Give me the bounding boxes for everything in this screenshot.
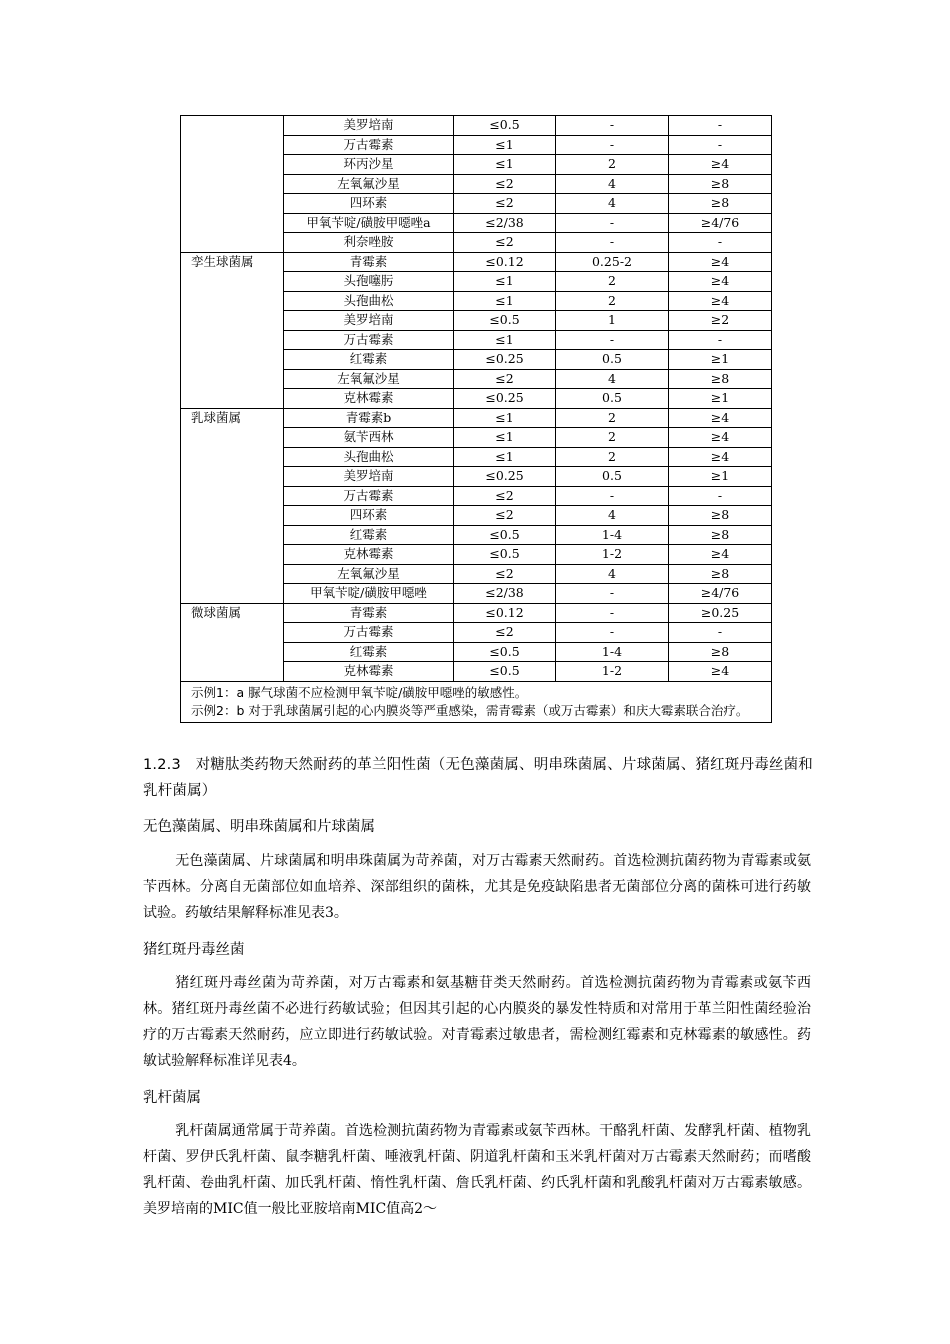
intermediate-cell: - bbox=[556, 584, 669, 604]
resistant-cell: - bbox=[669, 623, 772, 643]
susceptible-cell: ≤0.5 bbox=[454, 525, 556, 545]
susceptible-cell: ≤2 bbox=[454, 506, 556, 526]
drug-cell: 左氧氟沙星 bbox=[284, 174, 454, 194]
resistant-cell: ≥4 bbox=[669, 408, 772, 428]
resistant-cell: ≥4 bbox=[669, 252, 772, 272]
subsection-title-erysipelothrix: 猪红斑丹毒丝菌 bbox=[143, 942, 245, 958]
drug-cell: 红霉素 bbox=[284, 642, 454, 662]
resistant-cell: ≥8 bbox=[669, 525, 772, 545]
susceptible-cell: ≤1 bbox=[454, 291, 556, 311]
intermediate-cell: 1-4 bbox=[556, 642, 669, 662]
table-row bbox=[181, 603, 772, 623]
susceptible-cell: ≤1 bbox=[454, 447, 556, 467]
susceptible-cell: ≤1 bbox=[454, 272, 556, 292]
resistant-cell: ≥2 bbox=[669, 311, 772, 331]
drug-cell: 青霉素 bbox=[284, 252, 454, 272]
drug-cell: 甲氧苄啶/磺胺甲噁唑a bbox=[284, 213, 454, 233]
susceptible-cell: ≤0.5 bbox=[454, 116, 556, 136]
table-note: 示例1：a 脲气球菌不应检测甲氧苄啶/磺胺甲噁唑的敏感性。 bbox=[191, 684, 528, 700]
intermediate-cell: 4 bbox=[556, 564, 669, 584]
drug-cell: 左氧氟沙星 bbox=[284, 369, 454, 389]
resistant-cell: - bbox=[669, 486, 772, 506]
susceptible-cell: ≤0.25 bbox=[454, 389, 556, 409]
table-row bbox=[181, 408, 772, 428]
resistant-cell: ≥8 bbox=[669, 642, 772, 662]
resistant-cell: ≥4 bbox=[669, 447, 772, 467]
paragraph-erysipelothrix: 猪红斑丹毒丝菌为苛养菌，对万古霉素和氨基糖苷类天然耐药。首选检测抗菌药物为青霉素或氨苄西林。猪红斑丹毒丝菌不必进行药敏试验；但因其引起的心内膜炎的暴发性特质和对常用于革兰阳性菌经验治疗的万古霉素天然耐药，应立即进行药敏试验。对青霉素过敏患者，需检测红霉素和克林霉素的敏感性。药敏试验解释标准详见表4。 bbox=[143, 975, 811, 1069]
resistant-cell: ≥4 bbox=[669, 662, 772, 682]
susceptible-cell: ≤2 bbox=[454, 194, 556, 214]
drug-cell: 利奈唑胺 bbox=[284, 233, 454, 253]
subsection-title-achromobacter: 无色藻菌属、明串珠菌属和片球菌属 bbox=[143, 819, 375, 835]
susceptible-cell: ≤2 bbox=[454, 233, 556, 253]
susceptible-cell: ≤0.12 bbox=[454, 252, 556, 272]
drug-cell: 四环素 bbox=[284, 194, 454, 214]
intermediate-cell: - bbox=[556, 603, 669, 623]
intermediate-cell: - bbox=[556, 213, 669, 233]
resistant-cell: ≥4 bbox=[669, 155, 772, 175]
intermediate-cell: - bbox=[556, 233, 669, 253]
intermediate-cell: 0.5 bbox=[556, 350, 669, 370]
drug-cell: 克林霉素 bbox=[284, 389, 454, 409]
table-row bbox=[181, 116, 772, 136]
resistant-cell: ≥1 bbox=[669, 467, 772, 487]
drug-cell: 万古霉素 bbox=[284, 135, 454, 155]
drug-cell: 青霉素 bbox=[284, 603, 454, 623]
genus-cell: 孪生球菌属 bbox=[181, 252, 284, 408]
drug-cell: 万古霉素 bbox=[284, 623, 454, 643]
drug-cell: 美罗培南 bbox=[284, 467, 454, 487]
intermediate-cell: 4 bbox=[556, 369, 669, 389]
mic-table-body bbox=[181, 116, 772, 723]
genus-cell: 乳球菌属 bbox=[181, 408, 284, 603]
drug-cell: 四环素 bbox=[284, 506, 454, 526]
susceptible-cell: ≤0.5 bbox=[454, 311, 556, 331]
intermediate-cell: 2 bbox=[556, 155, 669, 175]
resistant-cell: - bbox=[669, 330, 772, 350]
resistant-cell: ≥8 bbox=[669, 506, 772, 526]
resistant-cell: ≥0.25 bbox=[669, 603, 772, 623]
drug-cell: 青霉素b bbox=[284, 408, 454, 428]
drug-cell: 头孢曲松 bbox=[284, 291, 454, 311]
susceptible-cell: ≤1 bbox=[454, 408, 556, 428]
susceptible-cell: ≤1 bbox=[454, 330, 556, 350]
intermediate-cell: 0.5 bbox=[556, 389, 669, 409]
susceptible-cell: ≤2 bbox=[454, 174, 556, 194]
resistant-cell: ≥1 bbox=[669, 389, 772, 409]
paragraph-lactobacillus: 乳杆菌属通常属于苛养菌。首选检测抗菌药物为青霉素或氨苄西林。干酪乳杆菌、发酵乳杆菌、植物乳杆菌、罗伊氏乳杆菌、鼠李糖乳杆菌、唾液乳杆菌、阴道乳杆菌和玉米乳杆菌对万古霉素天然耐药；而嗜酸乳杆菌、卷曲乳杆菌、加氏乳杆菌、惰性乳杆菌、詹氏乳杆菌、约氏乳杆菌和乳酸乳杆菌对万古霉素敏感。美罗培南的MIC值一般比亚胺培南MIC值高2～ bbox=[143, 1123, 811, 1217]
intermediate-cell: - bbox=[556, 623, 669, 643]
resistant-cell: ≥1 bbox=[669, 350, 772, 370]
susceptible-cell: ≤1 bbox=[454, 135, 556, 155]
intermediate-cell: 4 bbox=[556, 174, 669, 194]
susceptible-cell: ≤1 bbox=[454, 155, 556, 175]
susceptible-cell: ≤2/38 bbox=[454, 584, 556, 604]
intermediate-cell: - bbox=[556, 486, 669, 506]
resistant-cell: ≥8 bbox=[669, 194, 772, 214]
resistant-cell: ≥4 bbox=[669, 291, 772, 311]
resistant-cell: ≥4 bbox=[669, 272, 772, 292]
drug-cell: 头孢噻肟 bbox=[284, 272, 454, 292]
susceptible-cell: ≤2 bbox=[454, 369, 556, 389]
intermediate-cell: 2 bbox=[556, 272, 669, 292]
intermediate-cell: - bbox=[556, 135, 669, 155]
resistant-cell: ≥8 bbox=[669, 174, 772, 194]
table-note: 示例2：b 对于乳球菌属引起的心内膜炎等严重感染，需青霉素（或万古霉素）和庆大霉素联合治疗。 bbox=[191, 702, 749, 718]
susceptible-cell: ≤0.25 bbox=[454, 350, 556, 370]
susceptible-cell: ≤0.12 bbox=[454, 603, 556, 623]
resistant-cell: - bbox=[669, 116, 772, 136]
genus-cell bbox=[181, 116, 284, 253]
susceptible-cell: ≤2 bbox=[454, 623, 556, 643]
intermediate-cell: 1-2 bbox=[556, 662, 669, 682]
susceptible-cell: ≤2 bbox=[454, 564, 556, 584]
resistant-cell: ≥4/76 bbox=[669, 584, 772, 604]
drug-cell: 万古霉素 bbox=[284, 486, 454, 506]
intermediate-cell: - bbox=[556, 116, 669, 136]
susceptible-cell: ≤0.25 bbox=[454, 467, 556, 487]
section-heading: 1.2.3 对糖肽类药物天然耐药的革兰阳性菌（无色藻菌属、明串珠菌属、片球菌属、猪红斑丹毒丝菌和乳杆菌属） bbox=[143, 757, 813, 799]
intermediate-cell: 2 bbox=[556, 291, 669, 311]
drug-cell: 美罗培南 bbox=[284, 116, 454, 136]
intermediate-cell: 0.25-2 bbox=[556, 252, 669, 272]
intermediate-cell: 2 bbox=[556, 428, 669, 448]
resistant-cell: ≥8 bbox=[669, 369, 772, 389]
drug-cell: 美罗培南 bbox=[284, 311, 454, 331]
susceptible-cell: ≤1 bbox=[454, 428, 556, 448]
drug-cell: 环丙沙星 bbox=[284, 155, 454, 175]
genus-cell: 微球菌属 bbox=[181, 603, 284, 681]
intermediate-cell: 1-4 bbox=[556, 525, 669, 545]
resistant-cell: ≥4/76 bbox=[669, 213, 772, 233]
susceptible-cell: ≤0.5 bbox=[454, 662, 556, 682]
resistant-cell: ≥4 bbox=[669, 428, 772, 448]
drug-cell: 甲氧苄啶/磺胺甲噁唑 bbox=[284, 584, 454, 604]
intermediate-cell: 4 bbox=[556, 506, 669, 526]
drug-cell: 克林霉素 bbox=[284, 545, 454, 565]
drug-cell: 红霉素 bbox=[284, 525, 454, 545]
susceptible-cell: ≤2/38 bbox=[454, 213, 556, 233]
susceptible-cell: ≤0.5 bbox=[454, 545, 556, 565]
resistant-cell: ≥8 bbox=[669, 564, 772, 584]
paragraph-achromobacter: 无色藻菌属、片球菌属和明串珠菌属为苛养菌，对万古霉素天然耐药。首选检测抗菌药物为青霉素或氨苄西林。分离自无菌部位如血培养、深部组织的菌株，尤其是免疫缺陷患者无菌部位分离的菌株可进行药敏试验。药敏结果解释标准见表3。 bbox=[143, 853, 811, 921]
subsection-title-lactobacillus: 乳杆菌属 bbox=[143, 1090, 201, 1106]
table-row bbox=[181, 252, 772, 272]
resistant-cell: ≥4 bbox=[669, 545, 772, 565]
drug-cell: 万古霉素 bbox=[284, 330, 454, 350]
intermediate-cell: 2 bbox=[556, 447, 669, 467]
drug-cell: 左氧氟沙星 bbox=[284, 564, 454, 584]
drug-cell: 红霉素 bbox=[284, 350, 454, 370]
intermediate-cell: 1 bbox=[556, 311, 669, 331]
mic-breakpoint-table bbox=[180, 115, 772, 723]
table-notes bbox=[181, 681, 772, 722]
resistant-cell: - bbox=[669, 233, 772, 253]
drug-cell: 头孢曲松 bbox=[284, 447, 454, 467]
intermediate-cell: 4 bbox=[556, 194, 669, 214]
resistant-cell: - bbox=[669, 135, 772, 155]
table-notes-row bbox=[181, 681, 772, 722]
susceptible-cell: ≤0.5 bbox=[454, 642, 556, 662]
drug-cell: 氨苄西林 bbox=[284, 428, 454, 448]
intermediate-cell: - bbox=[556, 330, 669, 350]
intermediate-cell: 2 bbox=[556, 408, 669, 428]
intermediate-cell: 1-2 bbox=[556, 545, 669, 565]
intermediate-cell: 0.5 bbox=[556, 467, 669, 487]
drug-cell: 克林霉素 bbox=[284, 662, 454, 682]
susceptible-cell: ≤2 bbox=[454, 486, 556, 506]
